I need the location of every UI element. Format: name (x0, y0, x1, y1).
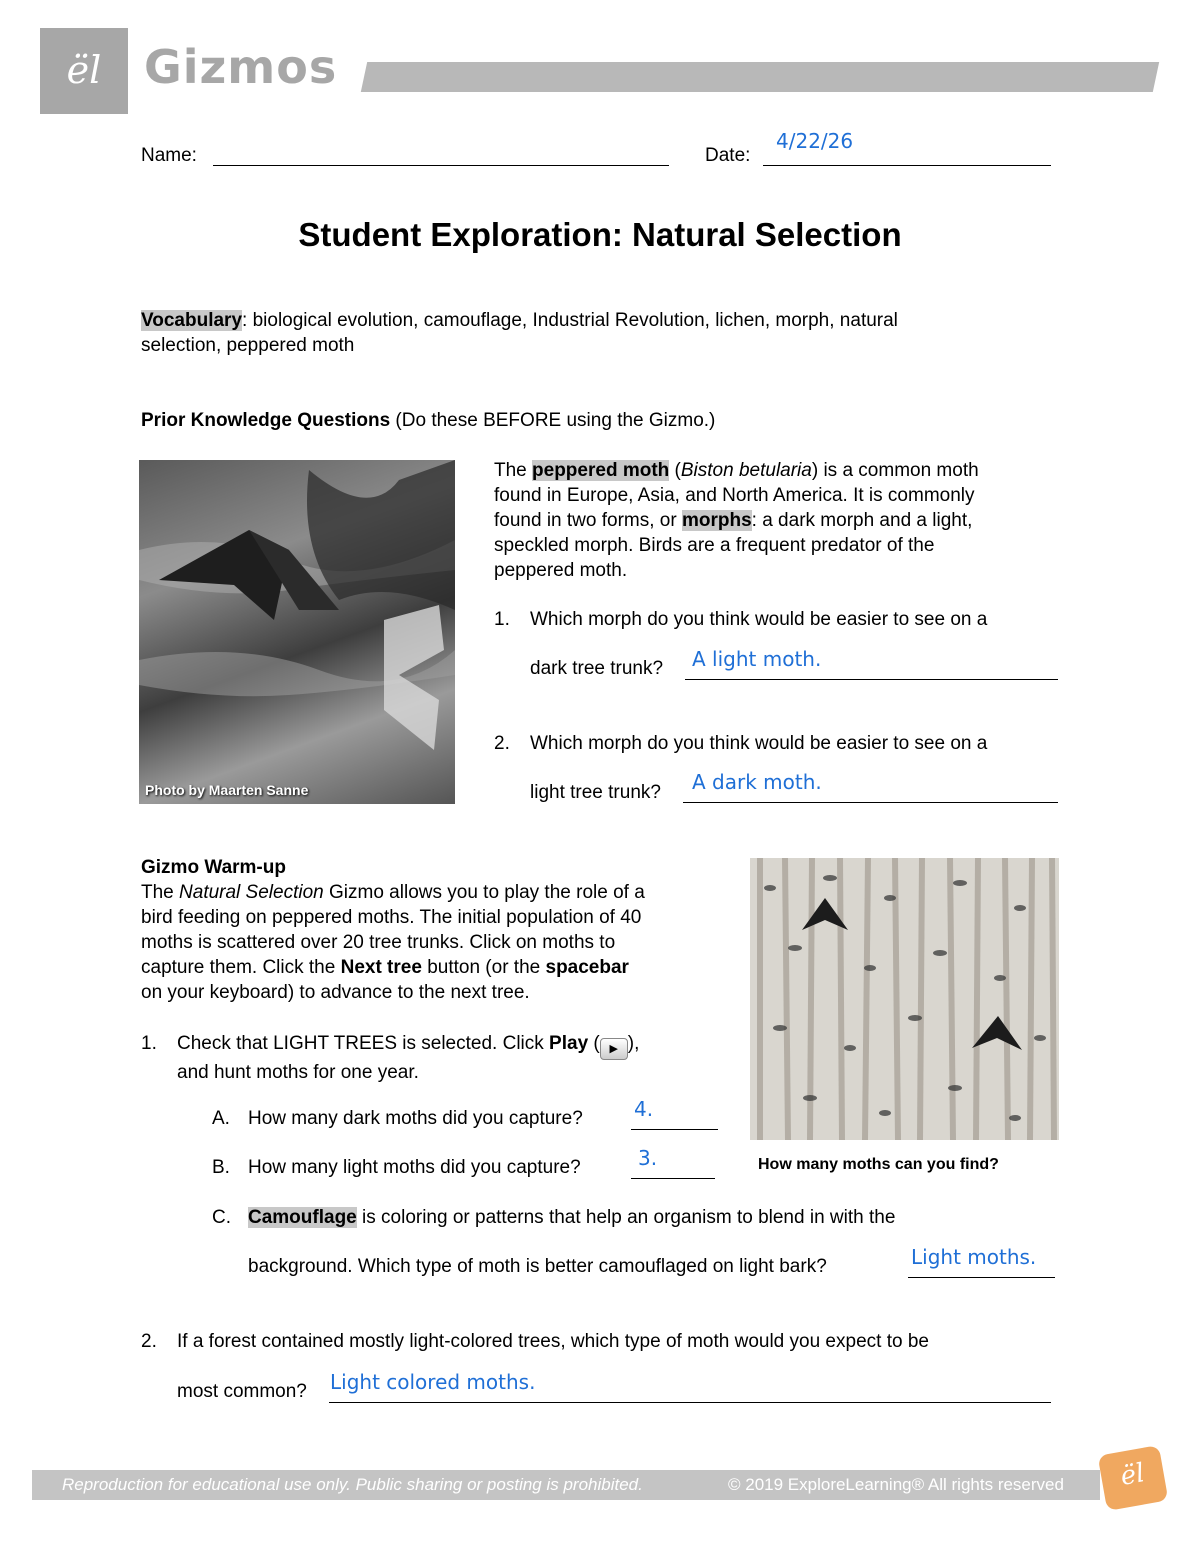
photo-credit: Photo by Maarten Sanne (145, 782, 309, 798)
vocabulary: Vocabulary: biological evolution, camouflage, Industrial Revolution, lichen, morph, natural selection, peppered moth (141, 310, 898, 356)
prior-question-1-prompt: dark tree trunk? (530, 658, 664, 679)
answer-1b: 3. (638, 1146, 658, 1170)
warmup-question-2: 2. If a forest contained mostly light-colored trees, which type of moth would you expect to be (141, 1331, 929, 1352)
name-label: Name: (141, 145, 197, 166)
moth-camouflage-image (750, 858, 1059, 1140)
answer-2: Light colored moths. (330, 1370, 536, 1394)
header-bar (361, 62, 1159, 92)
name-field[interactable] (213, 140, 669, 166)
date-label: Date: (705, 145, 751, 166)
image-caption: How many moths can you find? (758, 1156, 999, 1173)
warmup-question-1c-prompt: background. Which type of moth is better camouflaged on light bark? (248, 1256, 827, 1277)
brand-name: Gizmos (144, 40, 338, 94)
date-value: 4/22/26 (776, 129, 854, 153)
warmup-heading: Gizmo Warm-up (141, 857, 286, 878)
footer-logo-icon: ël (1098, 1445, 1169, 1511)
prior-answer-1: A light moth. (692, 647, 822, 671)
prior-question-1: 1. Which morph do you think would be easier to see on a (494, 609, 988, 630)
answer-1c: Light moths. (911, 1245, 1037, 1269)
warmup-question-2-prompt: most common? (177, 1381, 307, 1402)
answer-1a: 4. (634, 1097, 654, 1121)
prior-answer-2: A dark moth. (692, 770, 822, 794)
warmup-question-1c: C. Camouflage is coloring or patterns that help an organism to blend in with the (212, 1207, 896, 1228)
explorelearning-logo: ël (40, 28, 128, 114)
warmup-question-1a: A. How many dark moths did you capture? (212, 1108, 583, 1129)
warmup-question-1b: B. How many light moths did you capture? (212, 1157, 581, 1178)
footer-notice: Reproduction for educational use only. Public sharing or posting is prohibited. (62, 1475, 643, 1494)
prior-question-2-prompt: light tree trunk? (530, 782, 661, 803)
warmup-section: Gizmo Warm-up The Natural Selection Gizmo allows you to play the role of a bird feeding on peppered moths. The initial population of 40 moths is scattered over 20 tree trunks. Click on moths to capture them. Click the Next tree button (or the spacebar on your keyboard) to advance to the next tree. (141, 857, 645, 1003)
warmup-question-1: 1. Check that LIGHT TREES is selected. Click Play ( ▶ ), and hunt moths for one year. (141, 1033, 640, 1083)
prior-knowledge-heading: Prior Knowledge Questions (Do these BEFORE using the Gizmo.) (141, 410, 716, 431)
play-icon: ▶ (600, 1038, 628, 1060)
peppered-moth-photo (139, 460, 455, 804)
page-title: Student Exploration: Natural Selection (298, 216, 902, 253)
footer-copyright: © 2019 ExploreLearning® All rights reserved (728, 1475, 1064, 1494)
peppered-moth-intro: The peppered moth (Biston betularia) is a common moth found in Europe, Asia, and North America. It is commonly found in two forms, or morphs: a dark morph and a light, speckled morph. Birds are a frequent predator of the peppered moth. (494, 460, 979, 581)
prior-question-2: 2. Which morph do you think would be easier to see on a (494, 733, 988, 754)
